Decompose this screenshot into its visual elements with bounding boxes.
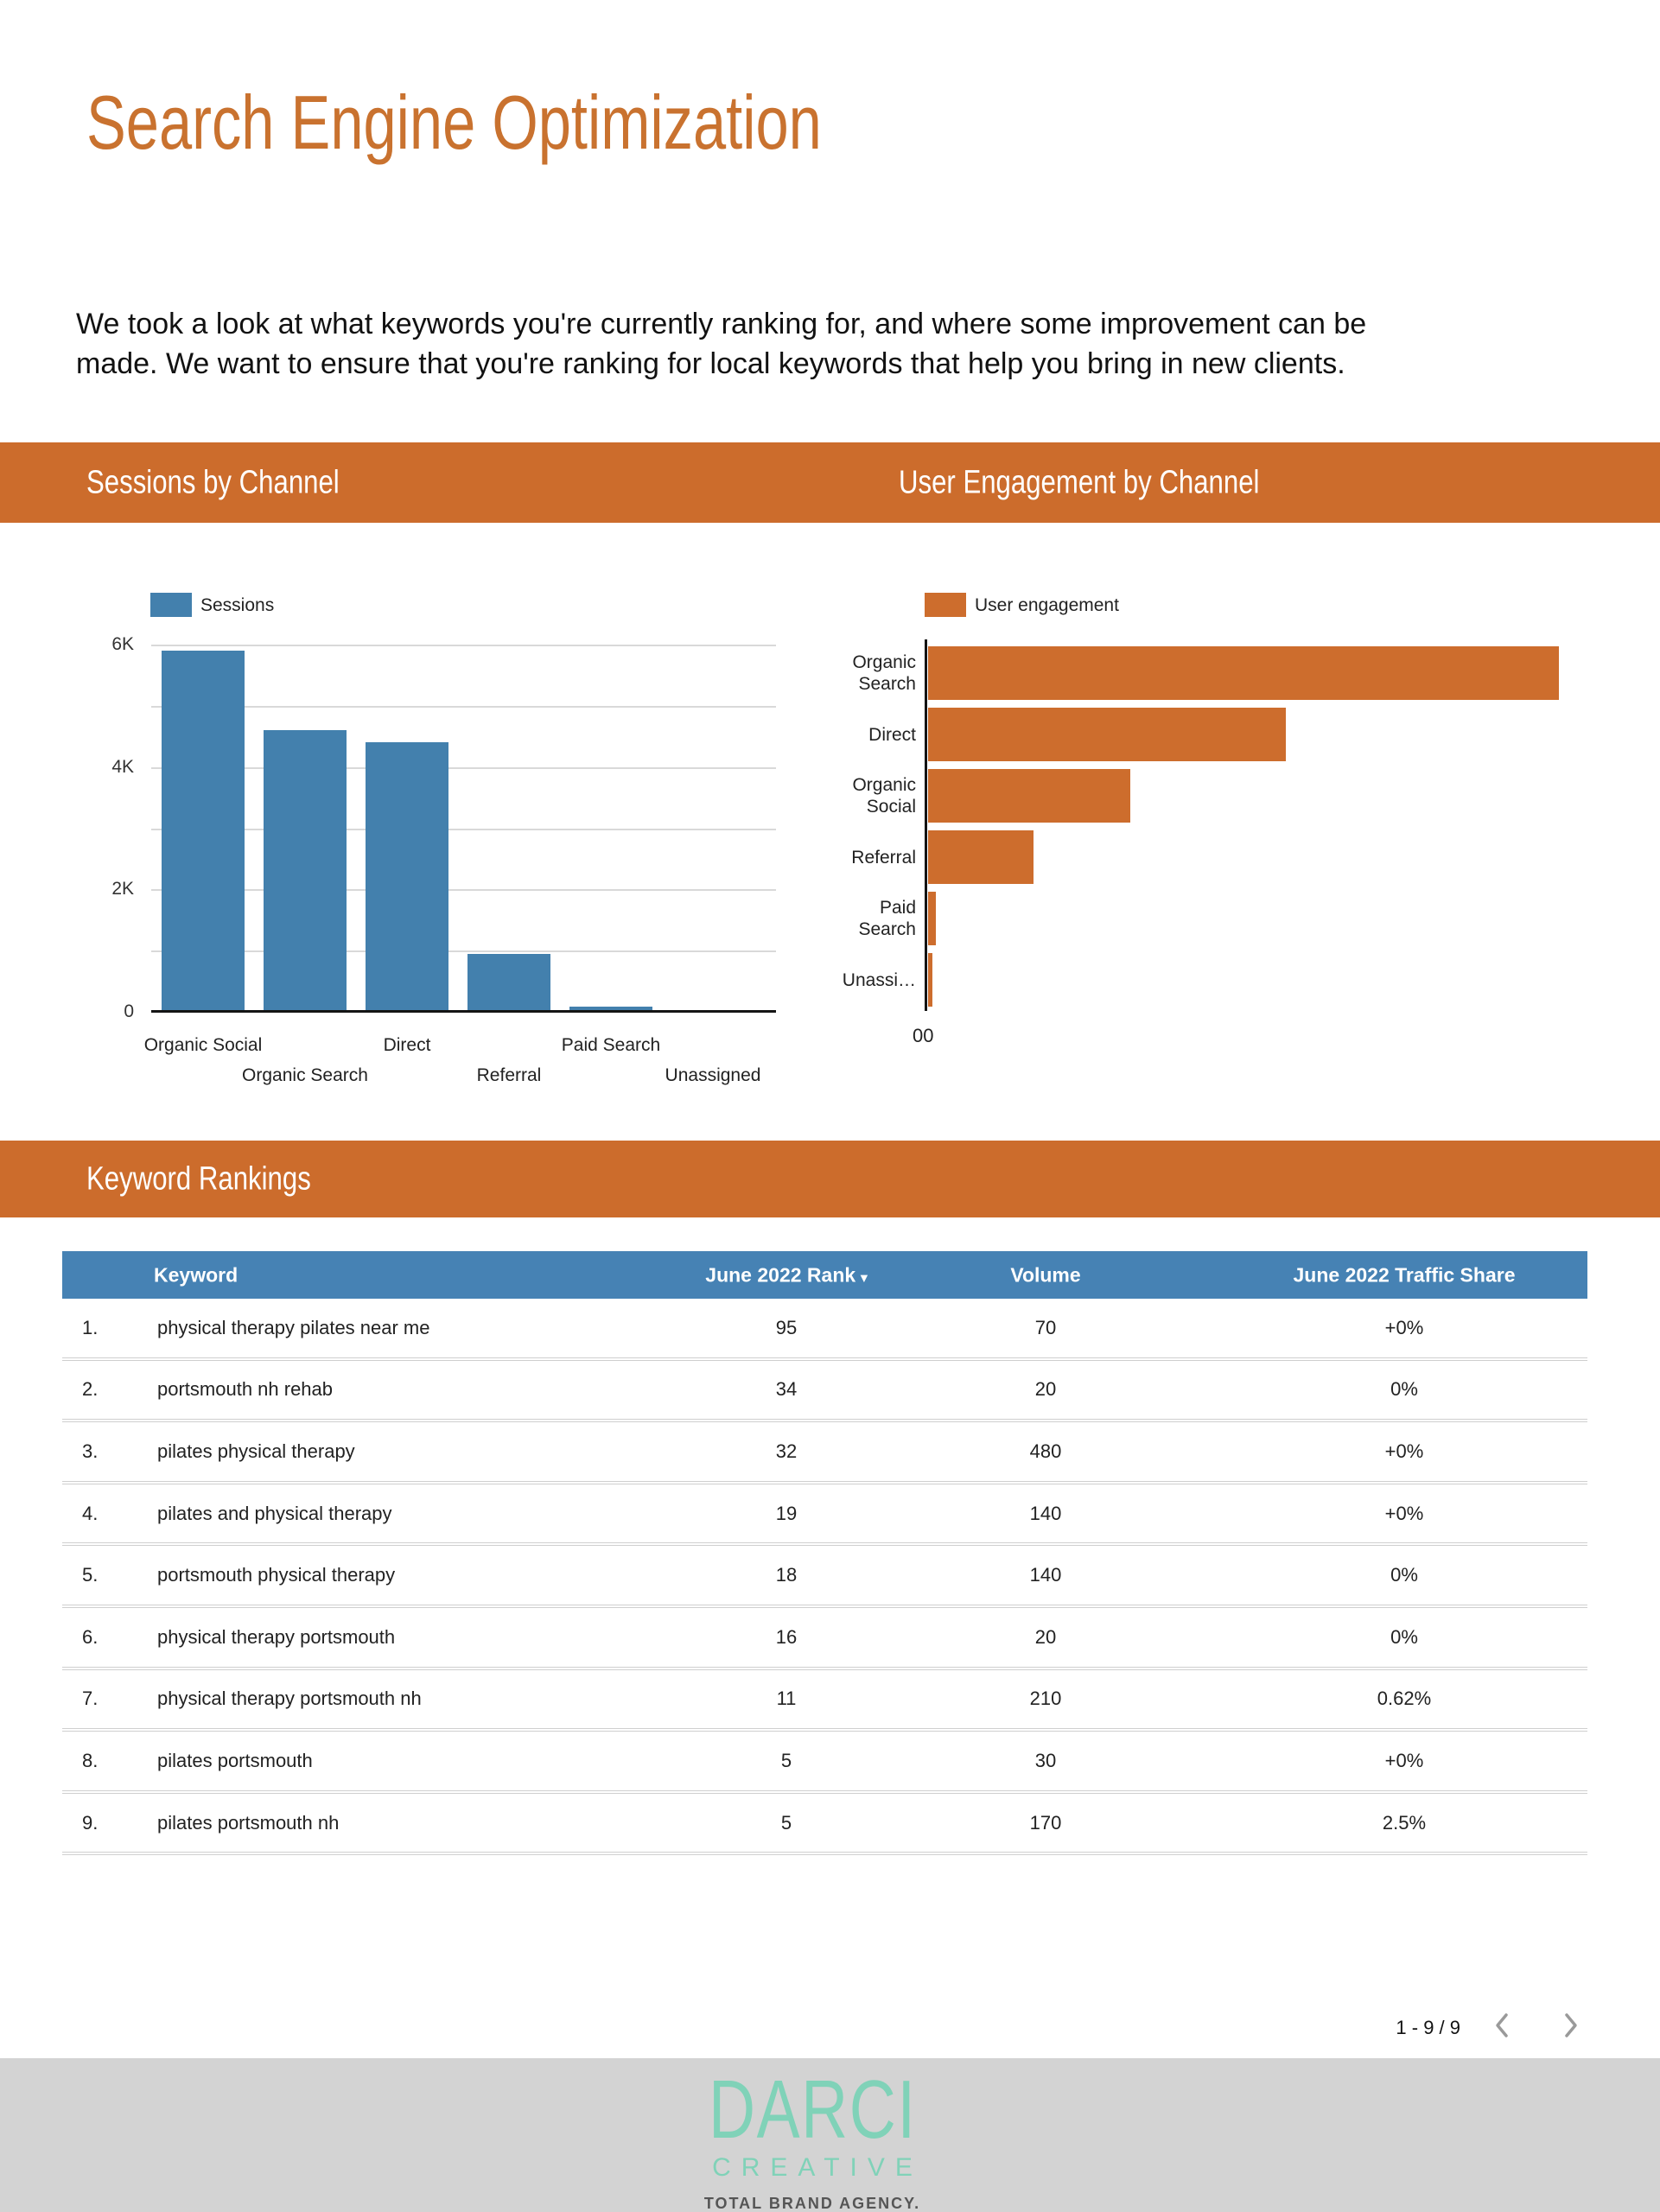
volume-cell: 140 (1029, 1502, 1062, 1524)
rank-cell: 11 (776, 1688, 797, 1710)
row-number: 6. (82, 1625, 99, 1648)
pagination-next-button[interactable] (1552, 2006, 1590, 2044)
engagement-section-title: User Engagement by Channel (899, 464, 1260, 500)
y-axis-category-label (778, 847, 916, 868)
y-gridline (151, 706, 776, 708)
keyword-cell: portsmouth nh rehab (157, 1378, 334, 1401)
table-row (62, 1732, 1587, 1794)
sessions-legend-swatch (150, 593, 192, 617)
table-row (62, 1608, 1587, 1670)
rank-cell: 16 (775, 1625, 798, 1648)
sessions-legend-label: Sessions (200, 595, 275, 615)
table-row (62, 1484, 1587, 1547)
logo-tagline-text: TOTAL BRAND AGENCY. (703, 2195, 921, 2212)
engagement-bar (928, 892, 936, 945)
column-header-traffic-share: June 2022 Traffic Share (1293, 1263, 1516, 1286)
y-axis-tick-label: 6K (111, 634, 134, 654)
sessions-bar (467, 954, 550, 1012)
row-number: 2. (82, 1378, 99, 1401)
y-axis-category-line: Direct (868, 724, 916, 745)
y-gridline (151, 950, 776, 952)
rank-cell: 18 (775, 1564, 798, 1586)
y-axis-category-label (778, 897, 916, 940)
sessions-bar (366, 742, 448, 1012)
volume-cell: 20 (1034, 1378, 1057, 1401)
sessions-bar (162, 651, 245, 1012)
volume-cell: 140 (1029, 1564, 1062, 1586)
volume-cell: 210 (1029, 1688, 1062, 1710)
y-axis-category-line: Search (858, 919, 916, 939)
traffic-share-cell: 0% (1390, 1564, 1418, 1586)
table-row (62, 1361, 1587, 1423)
keyword-cell: pilates portsmouth nh (157, 1811, 340, 1834)
x-axis-line (151, 1010, 776, 1013)
y-axis-category-line: Unassi… (842, 969, 916, 990)
keyword-cell: physical therapy pilates near me (157, 1316, 430, 1338)
keyword-rankings-section-title: Keyword Rankings (86, 1160, 311, 1197)
x-axis-category-label: Paid Search (561, 1035, 661, 1055)
volume-cell: 480 (1029, 1440, 1062, 1462)
y-axis-category-label (778, 774, 916, 817)
keyword-cell: portsmouth physical therapy (157, 1564, 396, 1586)
y-axis-tick-label: 4K (111, 756, 134, 777)
y-gridline (151, 767, 776, 769)
traffic-share-cell: +0% (1384, 1316, 1424, 1338)
engagement-legend-label: User engagement (975, 595, 1119, 615)
column-header-rank-sortable[interactable]: June 2022 Rank ▾ (705, 1263, 868, 1286)
traffic-share-cell: +0% (1384, 1440, 1424, 1462)
table-row (62, 1546, 1587, 1608)
footer-band (0, 2058, 1660, 2212)
column-header-volume: Volume (1010, 1263, 1081, 1286)
y-axis-category-line: Search (858, 674, 916, 694)
keyword-cell: physical therapy portsmouth nh (157, 1688, 422, 1710)
traffic-share-cell: 0% (1390, 1625, 1418, 1648)
rank-cell: 34 (775, 1378, 798, 1401)
chevron-right-icon (1552, 2006, 1590, 2044)
engagement-bar (928, 708, 1286, 761)
table-row (62, 1299, 1587, 1361)
y-gridline (151, 829, 776, 830)
volume-cell: 170 (1029, 1811, 1062, 1834)
rank-cell: 5 (780, 1749, 792, 1771)
row-number: 9. (82, 1811, 99, 1834)
y-gridline (151, 889, 776, 891)
engagement-bar (928, 646, 1559, 700)
volume-cell: 70 (1034, 1316, 1057, 1338)
table-row (62, 1670, 1587, 1732)
y-gridline (151, 645, 776, 646)
rank-cell: 19 (775, 1502, 798, 1524)
volume-cell: 30 (1034, 1749, 1057, 1771)
engagement-legend-swatch (925, 593, 966, 617)
traffic-share-cell: +0% (1384, 1749, 1424, 1771)
intro-line-1: We took a look at what keywords you're currently ranking for, and where some improvement can be (76, 308, 1367, 340)
row-number: 5. (82, 1564, 99, 1586)
y-axis-category-line: Organic (852, 775, 916, 795)
x-axis-category-label: Unassigned (665, 1065, 761, 1085)
y-axis-category-line: Organic (852, 652, 916, 672)
x-axis-category-label: Organic Search (242, 1065, 368, 1085)
keyword-table-header (62, 1251, 1587, 1299)
volume-cell: 20 (1034, 1625, 1057, 1648)
row-number: 3. (82, 1440, 99, 1462)
intro-line-2: made. We want to ensure that you're ranking for local keywords that help you bring in new clients. (76, 347, 1345, 380)
y-axis-tick-label: 0 (124, 1001, 134, 1021)
sessions-bar (264, 730, 347, 1012)
traffic-share-cell: +0% (1384, 1502, 1424, 1524)
y-axis-category-label (778, 724, 916, 746)
rank-cell: 32 (775, 1440, 798, 1462)
page-title: Search Engine Optimization (86, 79, 822, 165)
y-axis-category-label (778, 969, 916, 991)
y-axis-category-line: Referral (851, 847, 916, 868)
table-row (62, 1422, 1587, 1484)
y-axis-category-label (778, 652, 916, 695)
traffic-share-cell: 2.5% (1382, 1811, 1427, 1834)
logo-brand-sub-text: CREATIVE (712, 2153, 923, 2182)
intro-paragraph (76, 304, 1366, 384)
keyword-cell: physical therapy portsmouth (157, 1625, 396, 1648)
engagement-bar (928, 830, 1034, 884)
y-axis-tick-label: 2K (111, 879, 134, 899)
logo-brand-text: DARCI (708, 2063, 917, 2156)
x-axis-category-label: Direct (383, 1035, 431, 1055)
y-axis-line (925, 639, 927, 1011)
keyword-cell: pilates physical therapy (157, 1440, 355, 1462)
keyword-rankings-header-band (0, 1141, 1660, 1217)
engagement-bar (928, 769, 1130, 823)
column-header-keyword: Keyword (154, 1263, 239, 1286)
darci-creative-logo (655, 2063, 970, 2212)
rank-cell: 95 (775, 1316, 798, 1338)
row-number: 7. (82, 1688, 99, 1710)
keyword-cell: pilates and physical therapy (157, 1502, 392, 1524)
pagination-range-label: 1 - 9 / 9 (1396, 2017, 1460, 2038)
y-axis-category-line: Social (866, 797, 916, 817)
x-axis-category-label: Referral (476, 1065, 542, 1085)
row-number: 8. (82, 1749, 99, 1771)
traffic-share-cell: 0.62% (1377, 1688, 1432, 1710)
row-number: 1. (82, 1316, 99, 1338)
x-axis-category-label: Organic Social (143, 1035, 263, 1055)
engagement-bar (928, 953, 932, 1007)
keyword-cell: pilates portsmouth (157, 1749, 313, 1771)
sessions-section-title: Sessions by Channel (86, 464, 340, 500)
table-row (62, 1794, 1587, 1856)
rank-cell: 5 (780, 1811, 792, 1834)
chevron-left-icon (1483, 2006, 1521, 2044)
pagination-previous-button[interactable] (1483, 2006, 1521, 2044)
traffic-share-cell: 0% (1390, 1378, 1418, 1401)
x-axis-zero-tick-label: 00 (913, 1025, 934, 1046)
sort-descending-icon: ▾ (861, 1270, 868, 1285)
row-number: 4. (82, 1502, 99, 1524)
keyword-table-body (62, 1299, 1587, 1855)
charts-section-header-band (0, 442, 1660, 523)
y-axis-category-line: Paid (879, 898, 916, 918)
